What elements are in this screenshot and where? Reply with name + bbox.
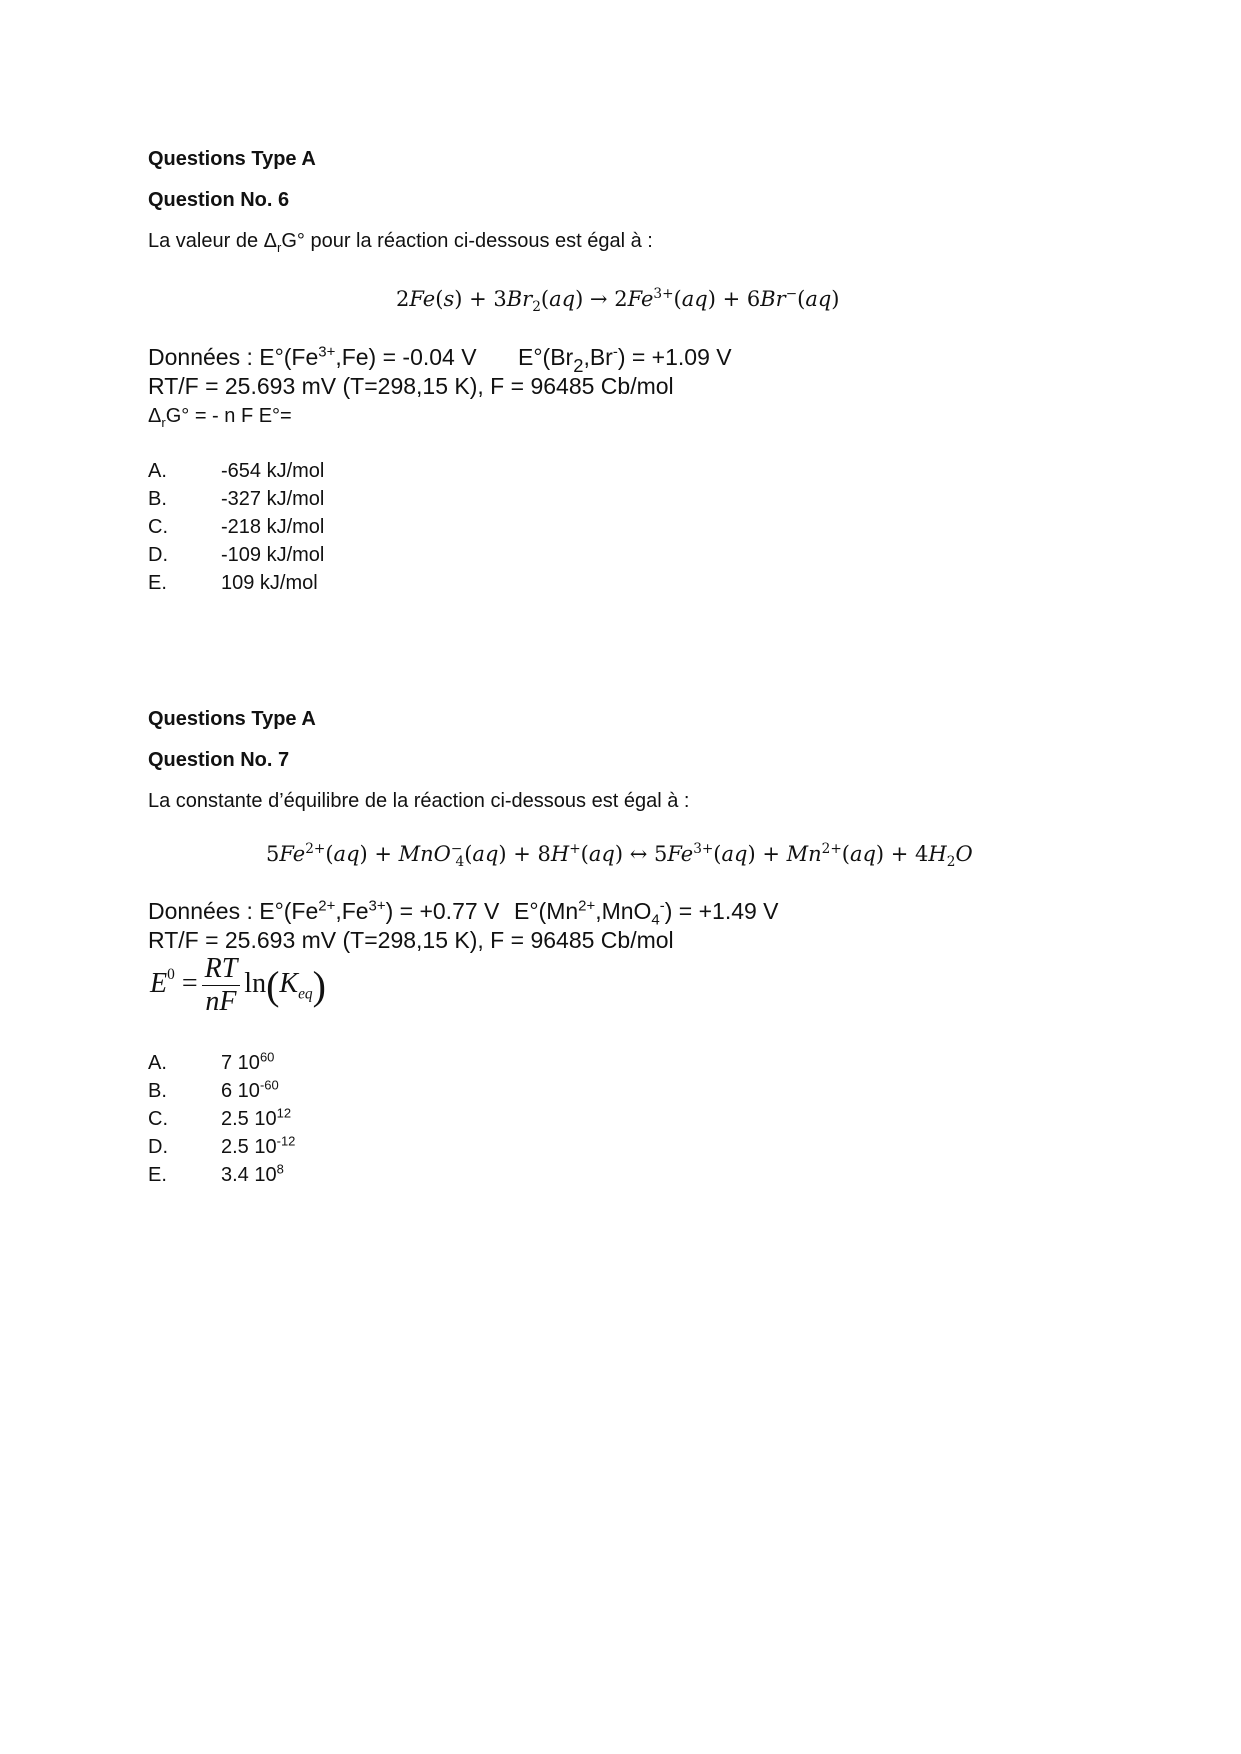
question-number-heading: Question No. 7 xyxy=(148,749,290,771)
data-line-1a: Données : $E^\circ(Fe^{3+},Fe) = -0.04$ V xyxy=(148,343,477,370)
reaction-equation: $2Fe(s) + 3Br_2(aq) \to 2Fe^{3+}(aq) + 6Br^-(aq)$ xyxy=(396,286,840,316)
option-b[interactable]: B. 6 $10^{-60}$ xyxy=(148,1077,279,1102)
data-line-1a: Données : $E^\circ(Fe^{2+},Fe^{3+}) = +0.77$ V xyxy=(148,897,500,924)
question-type-heading: Questions Type A xyxy=(148,148,316,170)
data-line-3: $\Delta_rG^\circ$ = - n F E°= xyxy=(148,405,292,430)
option-b[interactable]: B. -327 kJ/mol xyxy=(148,488,325,510)
option-c[interactable]: C. -218 kJ/mol xyxy=(148,516,325,538)
option-e[interactable]: E. 109 kJ/mol xyxy=(148,572,318,594)
option-a[interactable]: A. -654 kJ/mol xyxy=(148,460,325,482)
data-line-2: RT/F = 25.693 mV (T=298,15 K), F = 96485 Cb/mol xyxy=(148,373,674,399)
question-type-heading: Questions Type A xyxy=(148,708,316,730)
reaction-equation: $5Fe^{2+}(aq) + MnO^-_4(aq) + 8H^+(aq)$ ↔ $5Fe^{3+}(aq) + Mn^{2+}(aq) + 4H_2O$ xyxy=(266,841,973,871)
option-d[interactable]: D. 2.5 $10^{-12}$ xyxy=(148,1133,296,1158)
option-a[interactable]: A. 7 $10^{60}$ xyxy=(148,1049,275,1074)
data-line-1b: $E^\circ(Br_2,Br^-) = +1.09$ V xyxy=(518,343,732,376)
option-e[interactable]: E. 3.4 $10^8$ xyxy=(148,1161,284,1186)
option-c[interactable]: C. 2.5 $10^{12}$ xyxy=(148,1105,292,1130)
question-prompt: La constante d’équilibre de la réaction ci-dessous est égal à : xyxy=(148,790,690,812)
option-d[interactable]: D. -109 kJ/mol xyxy=(148,544,325,566)
question-number-heading: Question No. 6 xyxy=(148,189,290,211)
nernst-formula: $E^0$ = $\frac{RT}{nF}$ $\ln(K_{eq})$ xyxy=(150,953,326,1017)
data-line-2: RT/F = 25.693 mV (T=298,15 K), F = 96485 Cb/mol xyxy=(148,927,674,953)
data-line-1b: $E^\circ(Mn^{2+},MnO_4^-) = +1.49$ V xyxy=(514,897,779,929)
question-prompt: La valeur de $\Delta_rG^\circ$ pour la réaction ci-dessous est égal à : xyxy=(148,230,653,255)
